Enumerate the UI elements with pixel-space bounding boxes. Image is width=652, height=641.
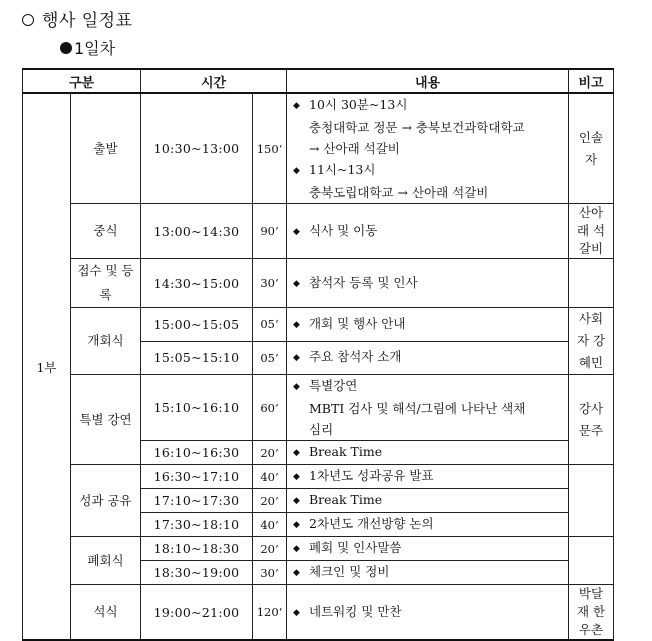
duration-cell: 05‘ xyxy=(253,308,287,342)
session-cell: 석식 xyxy=(71,585,141,641)
header-note: 비고 xyxy=(569,69,614,93)
session-cell: 개회식 xyxy=(71,308,141,375)
diamond-bullet-icon: ◆ xyxy=(293,607,300,618)
content-cell: ◆ 주요 참석자 소개 xyxy=(287,341,569,375)
diamond-bullet-icon: ◆ xyxy=(293,544,300,554)
duration-cell: 30‘ xyxy=(253,259,287,308)
list-item: ◆ 특별강연 xyxy=(293,375,564,398)
note-cell xyxy=(569,465,614,537)
duration-cell: 150‘ xyxy=(253,93,287,204)
time-cell: 15:10~16:10 xyxy=(141,375,253,441)
schedule-table xyxy=(22,68,614,641)
diamond-bullet-icon: ◆ xyxy=(293,448,300,458)
part-label: 1부 xyxy=(23,93,71,640)
time-cell: 16:10~16:30 xyxy=(141,441,253,465)
duration-cell: 40‘ xyxy=(253,465,287,489)
duration-cell: 20‘ xyxy=(253,537,287,561)
diamond-bullet-icon: ◆ xyxy=(293,382,300,392)
list-item: ◆ 11시~13시 xyxy=(293,159,564,182)
content-cell: ◆ 2차년도 개선방향 논의 xyxy=(287,513,569,537)
content-cell: ◆ 체크인 및 정비 xyxy=(287,561,569,585)
header-content: 내용 xyxy=(287,69,569,93)
session-cell: 특별 강연 xyxy=(71,375,141,465)
note-cell xyxy=(569,259,614,308)
table-row xyxy=(23,308,614,342)
note-cell: 박달재 한우촌 xyxy=(569,585,614,641)
list-item: ◆ 10시 30분~13시 xyxy=(293,94,564,117)
content-cell: ◆ 1차년도 성과공유 발표 xyxy=(287,465,569,489)
duration-cell: 90‘ xyxy=(253,204,287,259)
note-cell xyxy=(569,537,614,585)
diamond-bullet-icon: ◆ xyxy=(293,353,300,364)
table-row xyxy=(23,465,614,489)
diamond-bullet-icon: ◆ xyxy=(293,568,300,578)
session-cell: 접수 및 등록 xyxy=(71,259,141,308)
content-cell: ◆ 참석자 등록 및 인사 xyxy=(287,259,569,308)
session-cell: 폐회식 xyxy=(71,537,141,585)
list-subitem: 심리 xyxy=(309,422,334,437)
diamond-bullet-icon: ◆ xyxy=(293,319,300,330)
content-cell: ◆ 식사 및 이동 xyxy=(287,204,569,259)
session-cell: 중식 xyxy=(71,204,141,259)
table-row xyxy=(23,375,614,441)
note-cell: 강사 문주 xyxy=(569,375,614,465)
subheading-text: 1일차 xyxy=(74,39,116,58)
content-cell: ◆ Break Time xyxy=(287,441,569,465)
content-cell: ◆ 폐회 및 인사말씀 xyxy=(287,537,569,561)
duration-cell: 30‘ xyxy=(253,561,287,585)
note-cell: 사회자 강혜민 xyxy=(569,308,614,375)
note-cell: 인솔자 xyxy=(569,93,614,204)
table-row xyxy=(23,93,614,204)
section-heading xyxy=(22,6,133,31)
duration-cell: 60‘ xyxy=(253,375,287,441)
duration-cell: 40‘ xyxy=(253,513,287,537)
filled-circle-bullet-icon xyxy=(60,42,72,54)
time-cell: 15:05~15:10 xyxy=(141,341,253,375)
time-cell: 18:30~19:00 xyxy=(141,561,253,585)
content-cell xyxy=(287,93,569,204)
time-cell: 17:30~18:10 xyxy=(141,513,253,537)
content-cell xyxy=(287,375,569,441)
content-cell: ◆ 개회 및 행사 안내 xyxy=(287,308,569,342)
day-subheading xyxy=(60,36,115,59)
time-cell: 16:30~17:10 xyxy=(141,465,253,489)
time-cell: 17:10~17:30 xyxy=(141,489,253,513)
duration-cell: 120‘ xyxy=(253,585,287,641)
list-subitem: → 산아래 석갈비 xyxy=(309,141,400,156)
duration-cell: 05‘ xyxy=(253,341,287,375)
circle-bullet-icon xyxy=(22,14,34,26)
list-subitem: 충북도립대학교 → 산아래 석갈비 xyxy=(309,185,489,200)
list-subitem: MBTI 검사 및 해석/그림에 나타난 색채 xyxy=(309,401,526,416)
diamond-bullet-icon: ◆ xyxy=(293,496,300,506)
time-cell: 15:00~15:05 xyxy=(141,308,253,342)
time-cell: 18:10~18:30 xyxy=(141,537,253,561)
session-cell: 성과 공유 xyxy=(71,465,141,537)
header-time: 시간 xyxy=(141,69,287,93)
content-cell: ◆ 네트워킹 및 만찬 xyxy=(287,585,569,641)
time-cell: 10:30~13:00 xyxy=(141,93,253,204)
diamond-bullet-icon: ◆ xyxy=(293,472,300,482)
content-cell: ◆ Break Time xyxy=(287,489,569,513)
list-subitem: 충청대학교 정문 → 충북보건과학대학교 xyxy=(309,120,525,135)
time-cell: 19:00~21:00 xyxy=(141,585,253,641)
duration-cell: 20‘ xyxy=(253,441,287,465)
diamond-bullet-icon: ◆ xyxy=(293,278,300,289)
table-header-row xyxy=(23,69,614,93)
session-cell: 출발 xyxy=(71,93,141,204)
table-row xyxy=(23,259,614,308)
diamond-bullet-icon: ◆ xyxy=(293,166,300,176)
note-cell: 산아래 석갈비 xyxy=(569,204,614,259)
diamond-bullet-icon: ◆ xyxy=(293,101,300,111)
diamond-bullet-icon: ◆ xyxy=(293,226,300,237)
header-division: 구분 xyxy=(23,69,141,93)
diamond-bullet-icon: ◆ xyxy=(293,520,300,530)
table-row xyxy=(23,537,614,561)
time-cell: 14:30~15:00 xyxy=(141,259,253,308)
duration-cell: 20‘ xyxy=(253,489,287,513)
heading-text: 행사 일정표 xyxy=(42,11,133,31)
time-cell: 13:00~14:30 xyxy=(141,204,253,259)
table-row xyxy=(23,585,614,641)
table-row xyxy=(23,204,614,259)
